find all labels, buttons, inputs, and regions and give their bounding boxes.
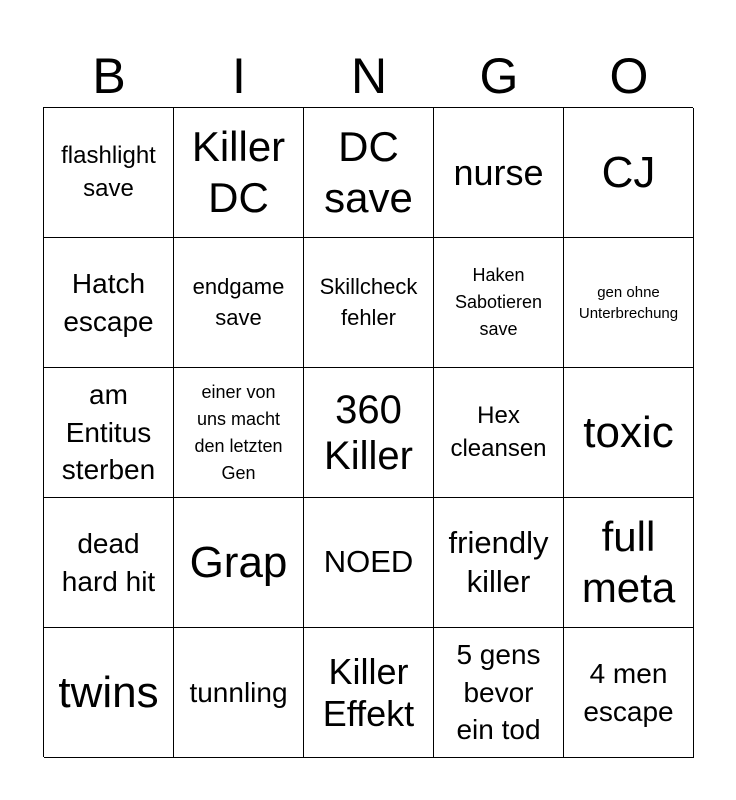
bingo-board	[43, 107, 693, 757]
bingo-cell[interactable]	[44, 498, 174, 628]
bingo-cell[interactable]	[44, 238, 174, 368]
bingo-cell[interactable]	[174, 368, 304, 498]
cell-text: Killer DC	[191, 123, 286, 221]
bingo-cell[interactable]	[564, 498, 694, 628]
cell-text: dead hard hit	[61, 527, 156, 597]
bingo-cell[interactable]	[44, 368, 174, 498]
cell-text: gen ohne Unterbrechung	[578, 283, 679, 322]
bingo-cell[interactable]	[304, 498, 434, 628]
header-letter-n: N	[350, 48, 388, 104]
cell-text: 5 gens bevor ein tod	[456, 638, 541, 746]
header-letter-b: B	[92, 48, 126, 104]
bingo-cell[interactable]	[434, 108, 564, 238]
bingo-cell[interactable]	[174, 108, 304, 238]
cell-text: einer von uns macht den letzten Gen	[194, 381, 283, 483]
cell-text: flashlight save	[61, 142, 156, 202]
cell-text: endgame save	[192, 273, 285, 330]
cell-text: tunnling	[189, 676, 288, 708]
header-letter-o: O	[609, 48, 649, 104]
bingo-cell[interactable]	[564, 628, 694, 758]
header-letter-i: I	[232, 48, 246, 104]
cell-text: 360 Killer	[324, 387, 413, 478]
bingo-cell[interactable]	[434, 238, 564, 368]
bingo-cell[interactable]	[304, 108, 434, 238]
bingo-cell[interactable]	[434, 368, 564, 498]
cell-text: 4 men escape	[583, 657, 674, 727]
cell-text: Haken Sabotieren save	[454, 265, 543, 339]
cell-text: nurse	[453, 151, 544, 193]
cell-text: am Entitus sterben	[61, 378, 156, 486]
bingo-cell[interactable]	[174, 628, 304, 758]
bingo-cell[interactable]	[44, 108, 174, 238]
bingo-cell[interactable]	[304, 238, 434, 368]
cell-text: Killer Effekt	[322, 651, 415, 734]
cell-text: friendly killer	[448, 524, 549, 599]
cell-text: CJ	[601, 147, 656, 197]
bingo-cell[interactable]	[304, 368, 434, 498]
bingo-header	[44, 44, 694, 108]
header-letter-g: G	[479, 48, 519, 104]
bingo-cell[interactable]	[564, 108, 694, 238]
bingo-cell[interactable]	[304, 628, 434, 758]
cell-text: Grap	[189, 537, 288, 587]
cell-text: Skillcheck fehler	[319, 273, 418, 330]
cell-text: twins	[58, 667, 159, 717]
bingo-cell[interactable]	[174, 498, 304, 628]
bingo-cell[interactable]	[564, 368, 694, 498]
bingo-cell[interactable]	[564, 238, 694, 368]
cell-text: full meta	[581, 513, 676, 611]
bingo-cell[interactable]	[434, 628, 564, 758]
bingo-cell[interactable]	[434, 498, 564, 628]
cell-text: DC save	[324, 123, 413, 221]
bingo-cell[interactable]	[44, 628, 174, 758]
cell-text: Hex cleansen	[450, 402, 547, 462]
cell-text: toxic	[583, 407, 674, 457]
cell-text: Hatch escape	[63, 267, 154, 337]
cell-text: NOED	[323, 544, 414, 580]
bingo-cell[interactable]	[174, 238, 304, 368]
